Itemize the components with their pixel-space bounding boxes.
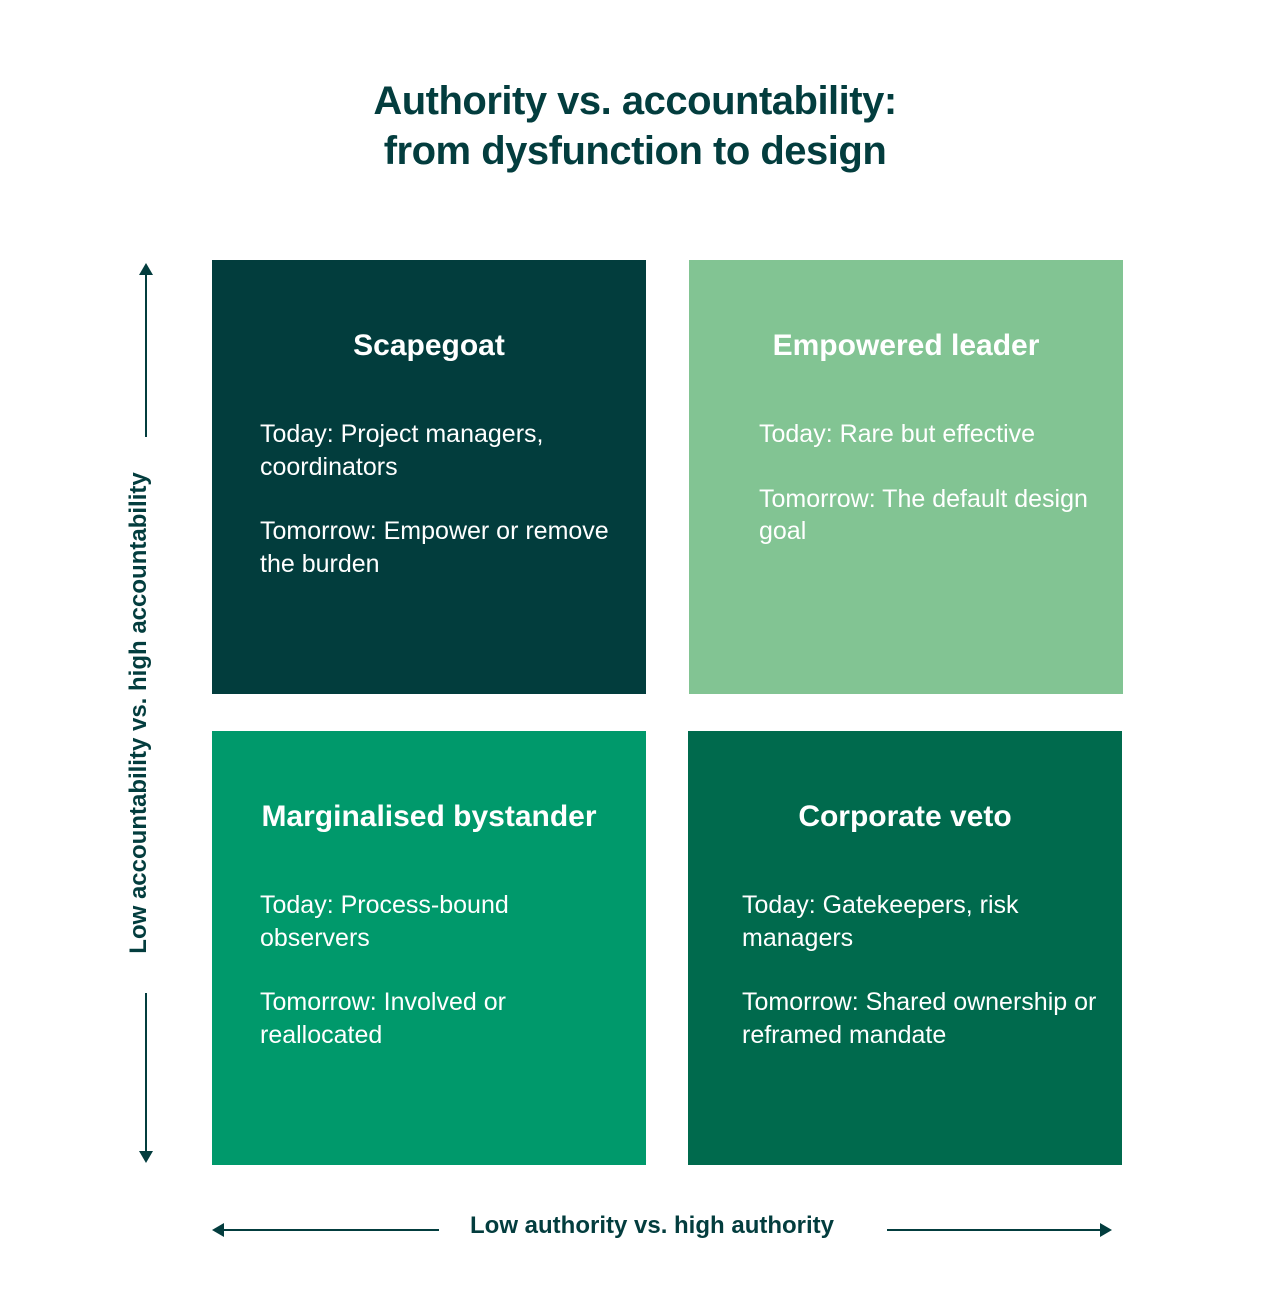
quadrant-body xyxy=(759,418,1099,580)
quadrant-today: Today: Gatekeepers, risk managers xyxy=(742,891,1019,952)
quadrant-body xyxy=(742,889,1102,1083)
quadrant-empowered-leader xyxy=(689,260,1123,694)
quadrant-marginalised-bystander xyxy=(212,731,646,1165)
quadrant-today: Today: Process-bound observers xyxy=(260,891,509,952)
quadrant-today: Today: Project managers, coordinators xyxy=(260,420,544,481)
title-line-2: from dysfunction to design xyxy=(383,129,887,173)
title-line-1: Authority vs. accountability: xyxy=(373,79,897,123)
y-axis-up-arrow-icon xyxy=(139,263,153,437)
quadrant-corporate-veto xyxy=(688,731,1122,1165)
quadrant-title: Marginalised bystander xyxy=(261,800,597,833)
quadrant-title: Scapegoat xyxy=(353,329,505,362)
quadrant-tomorrow: Tomorrow: Empower or remove the burden xyxy=(260,517,609,578)
quadrant-tomorrow: Tomorrow: Shared ownership or reframed mandate xyxy=(742,988,1097,1049)
quadrant-tomorrow: Tomorrow: The default design goal xyxy=(759,484,1088,545)
y-axis-down-arrow-icon xyxy=(139,993,153,1163)
x-axis-right-arrow-icon xyxy=(887,1223,1112,1237)
quadrant-tomorrow: Tomorrow: Involved or reallocated xyxy=(260,988,506,1049)
quadrant-body xyxy=(260,889,620,1083)
quadrant-body xyxy=(260,418,620,612)
x-axis-left-arrow-icon xyxy=(212,1223,439,1237)
quadrant-scapegoat xyxy=(212,260,646,694)
x-axis-label: Low authority vs. high authority xyxy=(470,1212,835,1239)
quadrant-title: Empowered leader xyxy=(772,329,1040,362)
quadrant-today: Today: Rare but effective xyxy=(759,420,1036,448)
quadrant-title: Corporate veto xyxy=(798,800,1012,833)
y-axis-label: Low accountability vs. high accountability xyxy=(125,472,152,954)
